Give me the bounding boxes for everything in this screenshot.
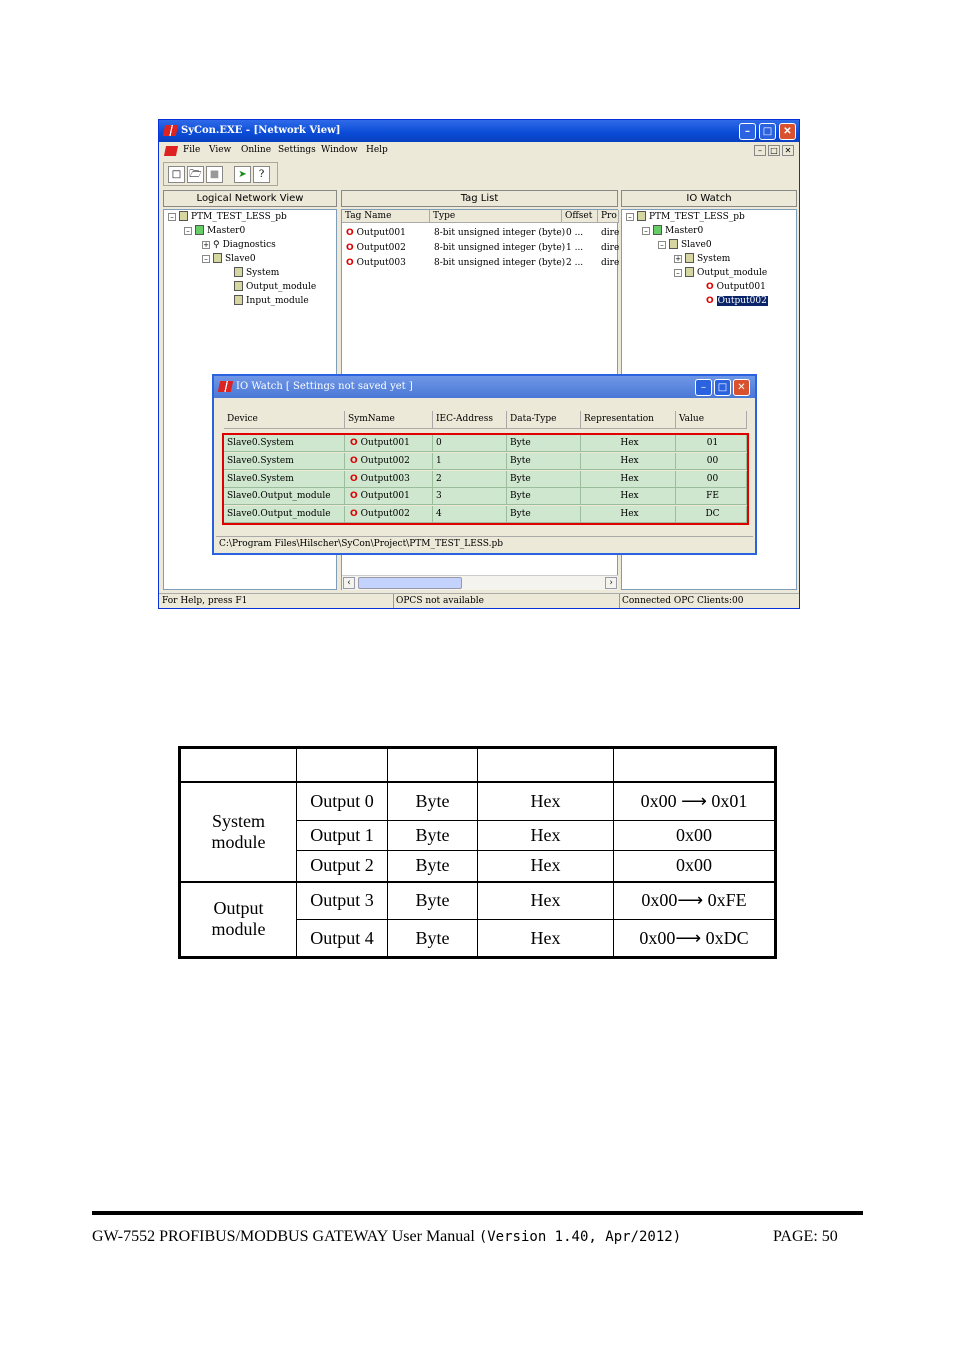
- collapse-icon[interactable]: –: [202, 255, 210, 263]
- mdi-app-icon: [164, 146, 178, 156]
- io-dtype: Byte: [507, 488, 581, 505]
- value-cell: 0x00 ⟶ 0x01: [614, 782, 776, 821]
- io-iec: 1: [433, 453, 507, 470]
- dialog-path: C:\Program Files\Hilscher\SyCon\Project\PTM_TEST_LESS.pb: [216, 536, 753, 551]
- tree-item-output001[interactable]: O Output001: [706, 282, 766, 292]
- tree-item-project[interactable]: – PTM_TEST_LESS_pb: [168, 211, 287, 224]
- output-icon: O: [350, 474, 358, 484]
- menu-window[interactable]: Window: [321, 145, 358, 155]
- tag-row-name[interactable]: O Output003: [346, 258, 406, 268]
- menu-online[interactable]: Online: [241, 145, 272, 155]
- footer-version: (Version 1.40, Apr/2012): [478, 1229, 682, 1245]
- tag-row-type: 8-bit unsigned integer (byte): [434, 228, 566, 238]
- rep-cell: Hex: [478, 782, 614, 821]
- maximize-icon[interactable]: □: [759, 123, 776, 140]
- status-opcs: OPCS not available: [393, 594, 484, 608]
- type-cell: Byte: [388, 821, 478, 851]
- module-icon: [685, 253, 694, 263]
- output-cell: Output 0: [297, 782, 388, 821]
- col-tag-name[interactable]: Tag Name: [342, 210, 430, 223]
- type-cell: Byte: [388, 920, 478, 958]
- header-cell: [388, 748, 478, 782]
- footer-manual: [92, 1228, 681, 1246]
- tree-item-input-module[interactable]: Input_module: [234, 295, 309, 308]
- io-iec: 0: [433, 435, 507, 452]
- col-pro[interactable]: Pro: [598, 210, 619, 223]
- type-cell: Byte: [388, 782, 478, 821]
- output-icon: O: [706, 296, 714, 306]
- tree-item-system[interactable]: System: [234, 267, 279, 280]
- io-iec: 3: [433, 488, 507, 505]
- table-row: [180, 882, 776, 920]
- tree-item-output-module[interactable]: Output_module: [234, 281, 316, 294]
- master-icon: [195, 225, 204, 235]
- collapse-icon[interactable]: –: [626, 213, 634, 221]
- value-cell: 0x00: [614, 821, 776, 851]
- expand-icon[interactable]: +: [203, 241, 209, 249]
- col-offset[interactable]: Offset: [562, 210, 598, 223]
- footer-rule: [92, 1211, 863, 1215]
- tree-item-output002[interactable]: O Output002: [706, 296, 767, 306]
- mdi-close-icon[interactable]: ✕: [782, 145, 794, 156]
- output-cell: Output 4: [297, 920, 388, 958]
- output-icon: O: [346, 243, 354, 253]
- slave-icon: [669, 239, 678, 249]
- io-row[interactable]: [224, 488, 747, 505]
- tag-list-header: Tag List: [341, 190, 618, 207]
- module-icon: [234, 281, 243, 291]
- output-icon: O: [350, 491, 358, 501]
- table-row: [180, 782, 776, 821]
- io-value[interactable]: 00: [676, 471, 747, 488]
- io-value[interactable]: 01: [676, 435, 747, 452]
- status-help: For Help, press F1: [162, 596, 248, 606]
- tag-row-pro: dire: [601, 243, 620, 253]
- sycon-app-icon: [218, 381, 233, 392]
- open-folder-icon[interactable]: 🗁: [187, 166, 204, 183]
- tree-item-slave[interactable]: – Slave0: [202, 253, 256, 266]
- col-symname[interactable]: SymName: [345, 411, 433, 429]
- col-value[interactable]: Value: [676, 411, 747, 429]
- module-icon: [685, 267, 694, 277]
- io-symname: O Output002: [345, 453, 433, 470]
- output-icon: O: [346, 258, 354, 268]
- col-representation[interactable]: Representation: [581, 411, 676, 429]
- io-symname: O Output003: [345, 471, 433, 488]
- col-device[interactable]: Device: [224, 411, 345, 429]
- tag-row-name[interactable]: O Output001: [346, 228, 406, 238]
- tag-row-offset: 2 ...: [566, 258, 584, 268]
- scroll-left-icon[interactable]: ‹: [343, 577, 355, 589]
- io-watch-dialog: [212, 374, 757, 555]
- tree-item-diagnostics[interactable]: + ⚲ Diagnostics: [203, 240, 276, 250]
- io-dtype: Byte: [507, 471, 581, 488]
- rep-cell: Hex: [478, 851, 614, 882]
- io-rep: Hex: [581, 453, 676, 470]
- io-dtype: Byte: [507, 506, 581, 523]
- io-value[interactable]: FE: [676, 488, 747, 505]
- close-icon[interactable]: ✕: [779, 123, 796, 140]
- scroll-right-icon[interactable]: ›: [605, 577, 617, 589]
- menu-view[interactable]: View: [209, 145, 232, 155]
- expand-icon[interactable]: +: [675, 255, 681, 263]
- rep-cell: Hex: [478, 920, 614, 958]
- menu-bar: [159, 142, 799, 159]
- output-cell: Output 2: [297, 851, 388, 882]
- value-cell: 0x00: [614, 851, 776, 882]
- menu-settings[interactable]: Settings: [278, 145, 316, 155]
- output-values-table: [178, 746, 777, 959]
- footer-page: PAGE: 50: [773, 1228, 838, 1245]
- collapse-icon[interactable]: –: [674, 269, 682, 277]
- io-device: Slave0.System: [224, 471, 345, 488]
- output-icon: O: [350, 456, 358, 466]
- dialog-titlebar: [214, 376, 755, 398]
- collapse-icon[interactable]: –: [642, 227, 650, 235]
- table-header-row: [180, 748, 776, 782]
- rep-cell: Hex: [478, 882, 614, 920]
- io-iec: 2: [433, 471, 507, 488]
- tag-row-pro: dire: [601, 258, 620, 268]
- project-icon: [179, 211, 188, 221]
- tree-item-project[interactable]: – PTM_TEST_LESS_pb: [626, 211, 745, 224]
- output-icon: O: [346, 228, 354, 238]
- io-rep: Hex: [581, 506, 676, 523]
- io-row[interactable]: [224, 471, 747, 488]
- output-icon: O: [350, 438, 358, 448]
- io-watch-header: IO Watch: [621, 190, 797, 207]
- value-cell: 0x00⟶ 0xDC: [614, 920, 776, 958]
- collapse-icon[interactable]: –: [658, 241, 666, 249]
- tree-item-slave[interactable]: – Slave0: [658, 239, 712, 252]
- status-clients: Connected OPC Clients:00: [619, 594, 744, 608]
- new-file-icon[interactable]: □: [168, 166, 185, 183]
- sycon-app-icon: [163, 125, 178, 136]
- io-value[interactable]: 00: [676, 453, 747, 470]
- rep-cell: Hex: [478, 821, 614, 851]
- header-cell: [614, 748, 776, 782]
- toolbar: [163, 162, 278, 186]
- io-device: Slave0.System: [224, 435, 345, 452]
- save-icon[interactable]: ■: [206, 166, 223, 183]
- tree-item-master[interactable]: – Master0: [642, 225, 703, 238]
- module-icon: [234, 267, 243, 277]
- tag-row-offset: 0 ...: [566, 228, 584, 238]
- minimize-icon[interactable]: –: [739, 123, 756, 140]
- tree-item-master[interactable]: – Master0: [184, 225, 245, 238]
- col-type[interactable]: Type: [430, 210, 562, 223]
- module-cell: System module: [180, 782, 297, 882]
- help-icon[interactable]: ?: [253, 166, 270, 183]
- menu-file[interactable]: File: [183, 145, 201, 155]
- output-icon: O: [350, 509, 358, 519]
- mdi-restore-icon[interactable]: □: [768, 145, 780, 156]
- io-symname: O Output001: [345, 435, 433, 452]
- io-device: Slave0.System: [224, 453, 345, 470]
- type-cell: Byte: [388, 882, 478, 920]
- tag-list-hscrollbar[interactable]: [342, 575, 618, 590]
- output-cell: Output 1: [297, 821, 388, 851]
- dialog-title: IO Watch [ Settings not saved yet ]: [236, 381, 413, 392]
- col-data-type[interactable]: Data-Type: [507, 411, 581, 429]
- tag-row-type: 8-bit unsigned integer (byte): [434, 258, 566, 268]
- maximize-icon[interactable]: □: [714, 379, 731, 396]
- io-dtype: Byte: [507, 435, 581, 452]
- io-row[interactable]: [224, 435, 747, 452]
- logical-view-header: Logical Network View: [163, 190, 337, 207]
- menu-help[interactable]: Help: [366, 145, 388, 155]
- footer-manual-title: GW-7552 PROFIBUS/MODBUS GATEWAY User Manual: [92, 1228, 475, 1245]
- module-icon: [234, 295, 243, 305]
- tag-row-offset: 1 ...: [566, 243, 584, 253]
- type-cell: Byte: [388, 851, 478, 882]
- collapse-icon[interactable]: –: [168, 213, 176, 221]
- io-dtype: Byte: [507, 453, 581, 470]
- col-iec-address[interactable]: IEC-Address: [433, 411, 507, 429]
- tag-row-type: 8-bit unsigned integer (byte): [434, 243, 566, 253]
- io-rep: Hex: [581, 471, 676, 488]
- project-icon: [637, 211, 646, 221]
- output-icon: O: [706, 282, 714, 292]
- tree-item-system[interactable]: + System: [675, 254, 731, 264]
- io-value[interactable]: DC: [676, 506, 747, 523]
- scroll-thumb[interactable]: [358, 577, 462, 589]
- module-cell: Output module: [180, 882, 297, 958]
- header-cell: [180, 748, 297, 782]
- io-rep: Hex: [581, 435, 676, 452]
- io-row[interactable]: [224, 453, 747, 470]
- header-cell: [297, 748, 388, 782]
- header-cell: [478, 748, 614, 782]
- window-titlebar: [159, 120, 799, 142]
- tree-item-output-module[interactable]: – Output_module: [674, 267, 767, 280]
- status-bar: [159, 593, 799, 608]
- tag-row-pro: dire: [601, 228, 620, 238]
- output-cell: Output 3: [297, 882, 388, 920]
- slave-icon: [213, 253, 222, 263]
- minimize-icon[interactable]: –: [695, 379, 712, 396]
- io-row[interactable]: [224, 506, 747, 523]
- run-icon[interactable]: ➤: [234, 166, 251, 183]
- collapse-icon[interactable]: –: [184, 227, 192, 235]
- io-rep: Hex: [581, 488, 676, 505]
- tag-row-name[interactable]: O Output002: [346, 243, 406, 253]
- close-icon[interactable]: ✕: [733, 379, 750, 396]
- io-iec: 4: [433, 506, 507, 523]
- io-device: Slave0.Output_module: [224, 488, 345, 505]
- window-title: SyCon.EXE - [Network View]: [181, 125, 341, 136]
- io-symname: O Output002: [345, 506, 433, 523]
- mdi-minimize-icon[interactable]: –: [754, 145, 766, 156]
- io-device: Slave0.Output_module: [224, 506, 345, 523]
- io-symname: O Output001: [345, 488, 433, 505]
- master-icon: [653, 225, 662, 235]
- magnifier-icon: ⚲: [213, 240, 220, 250]
- value-cell: 0x00⟶ 0xFE: [614, 882, 776, 920]
